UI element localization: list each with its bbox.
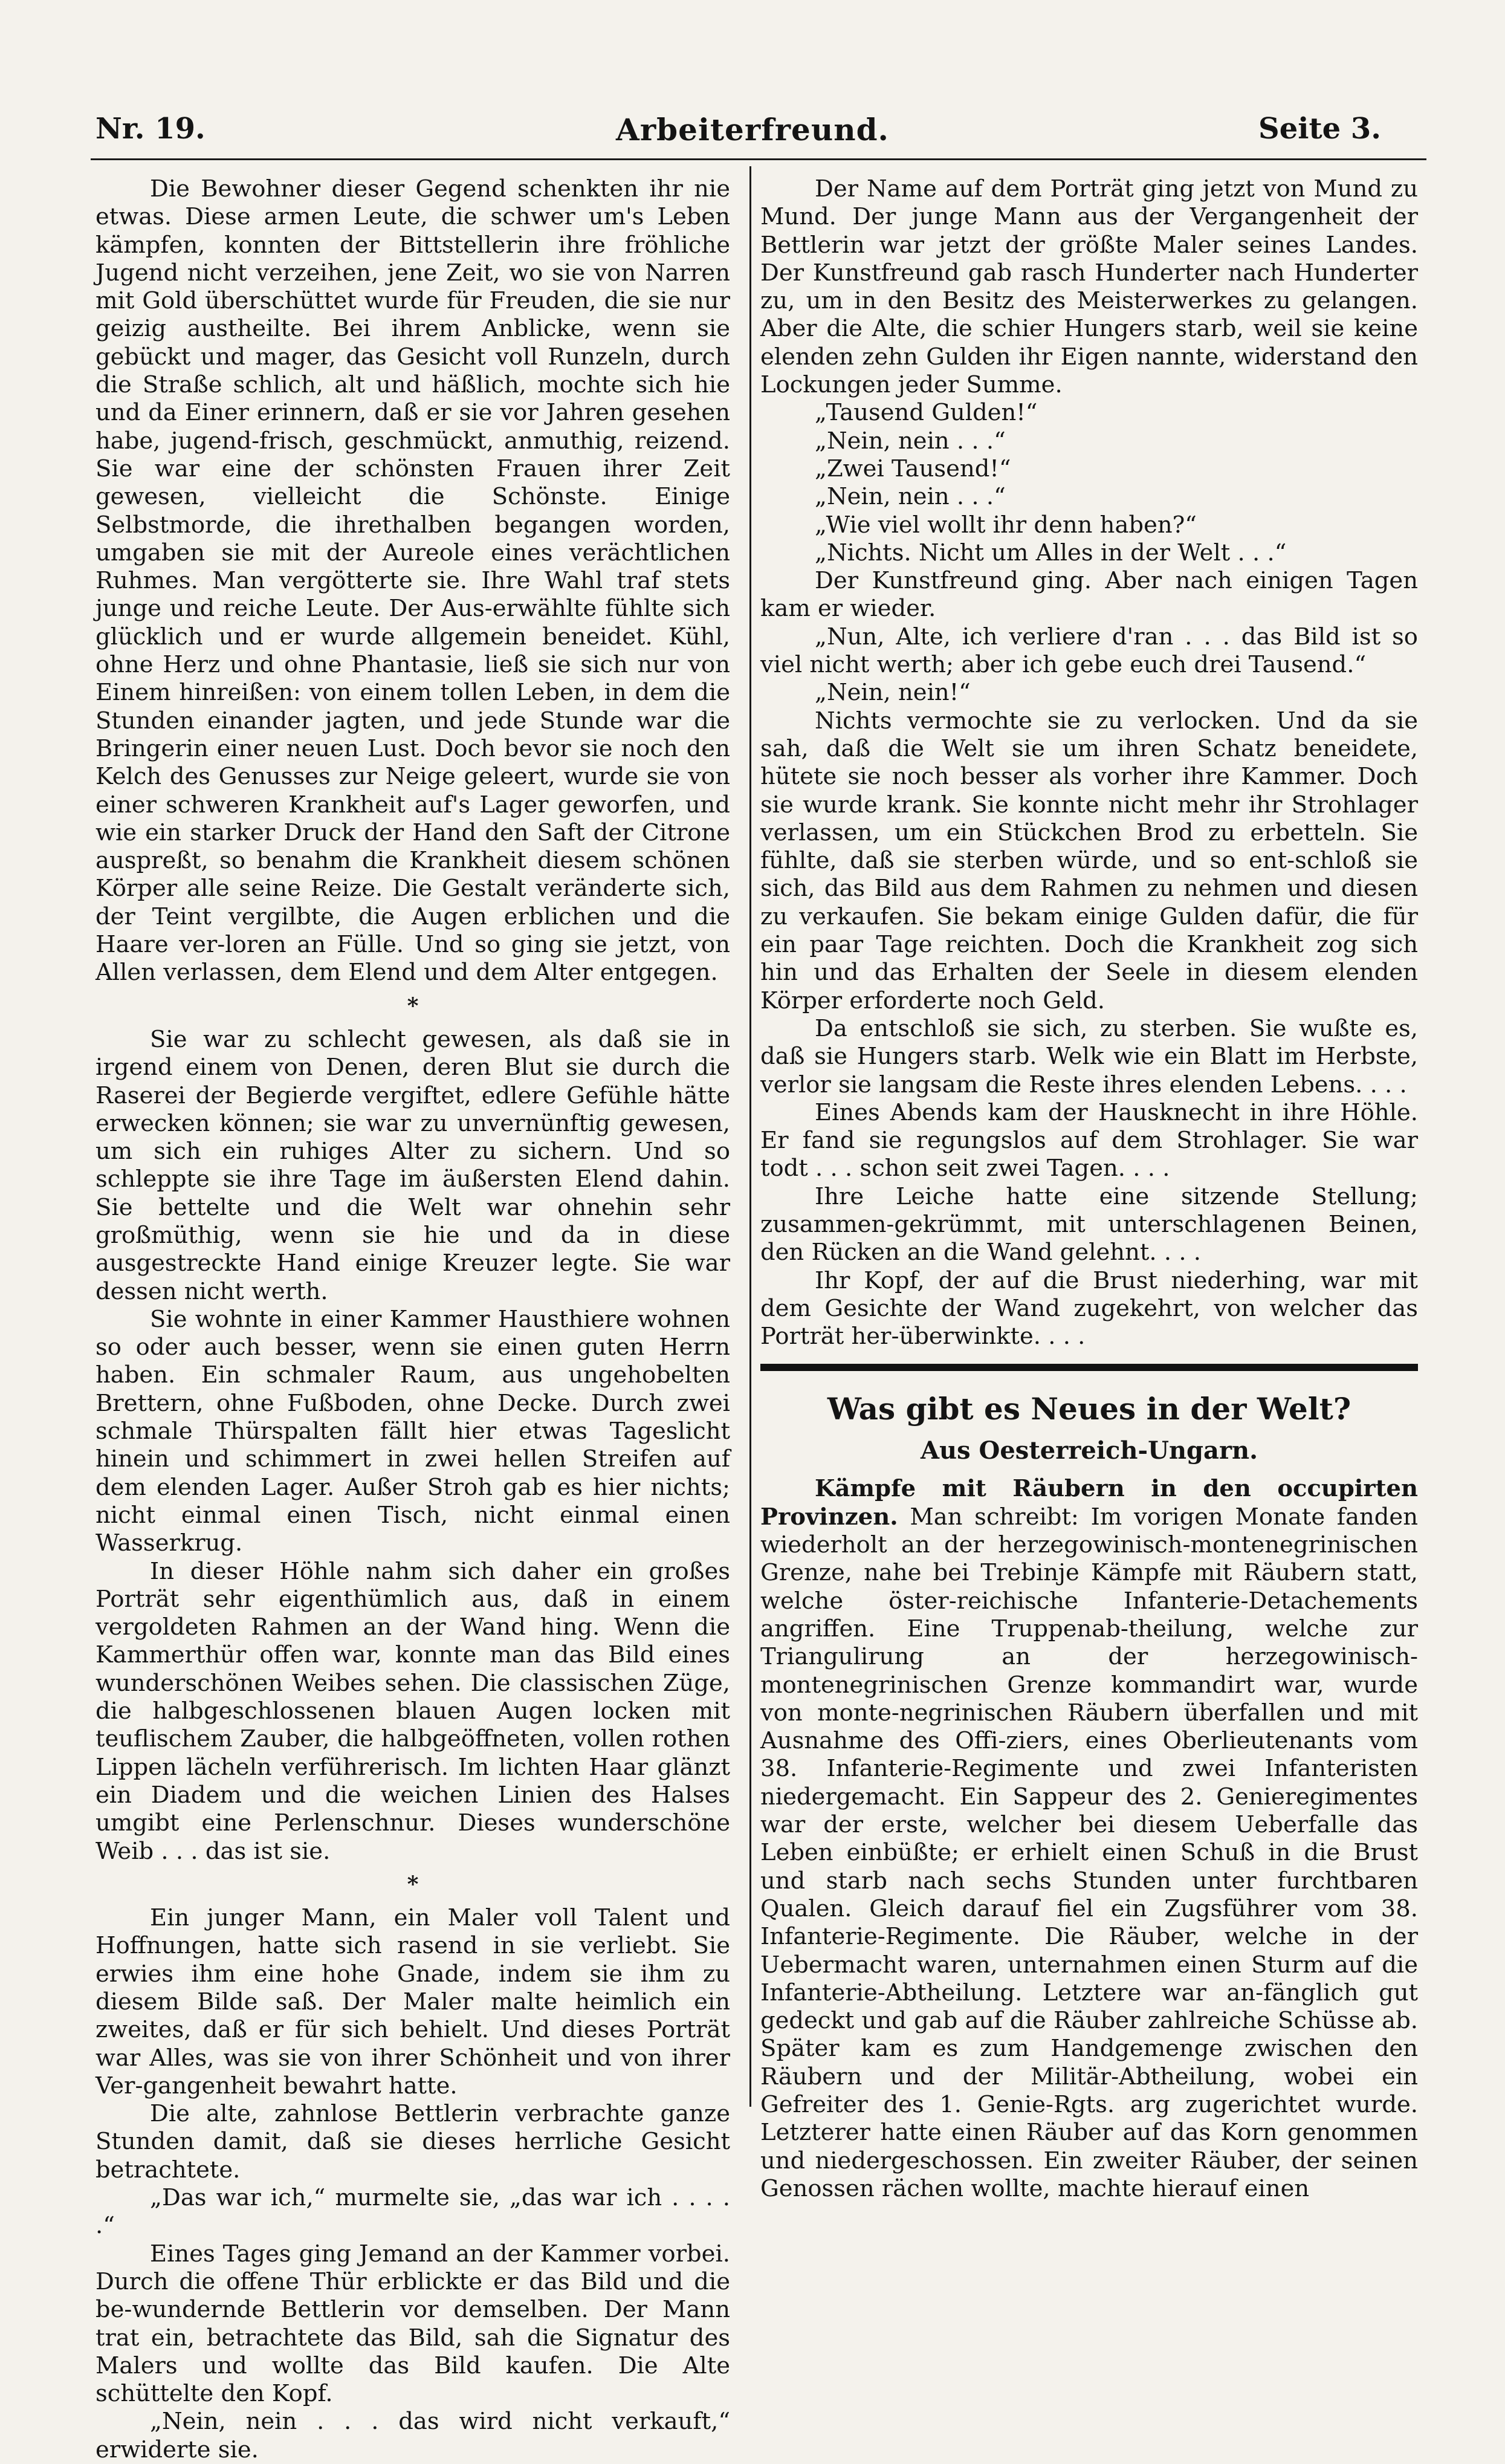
article-lead: Kämpfe mit Räubern in den occupirten Provinzen.	[760, 1475, 1418, 1531]
section-rule	[760, 1364, 1418, 1371]
issue-number: Nr. 19.	[95, 112, 206, 146]
paragraph: In dieser Höhle nahm sich daher ein großes Porträt sehr eigenthümlich aus, daß in einem vergoldeten Rahmen an der Wand hing. Wenn die Kammerthür offen war, konnte man das Bild eines wunderschönen Weibes sehen. Die classischen Züge, die halbgeschlossenen blauen Augen locken mit teuflischem Zauber, die halbgeöffneten, vollen rothen Lippen lächeln verführerisch. Im lichten Haar glänzt ein Diadem und die weichen Linien des Halses umgibt eine Perlenschnur. Dieses wunderschöne Weib . . . das ist sie.	[95, 1557, 730, 1865]
dialogue-line: „Wie viel wollt ihr denn haben?“	[815, 511, 1197, 539]
dialogue-line: „Nein, nein . . .“	[815, 483, 1006, 511]
paragraph: Eines Tages ging Jemand an der Kammer vorbei. Durch die offene Thür erblickte er das Bild und die be-wundernde Bettlerin vor demselben. Der Mann trat ein, betrachtete das Bild, sah die Signatur des Malers und wollte das Bild kaufen. Die Alte schüttelte den Kopf.	[95, 2240, 730, 2408]
newspaper-title: Arbeiterfreund.	[616, 112, 889, 148]
dialogue-line: „Nein, nein . . .“	[815, 427, 1006, 455]
paragraph: Die Bewohner dieser Gegend schenkten ihr nie etwas. Diese armen Leute, die schwer um's Leben kämpfen, konnten der Bittstellerin ihre fröhliche Jugend nicht verzeihen, jene Zeit, wo sie von Narren mit Gold überschüttet wurde für Freuden, die sie nur geizig austheilte. Bei ihrem Anblicke, wenn sie gebückt und mager, das Gesicht voll Runzeln, durch die Straße schlich, alt und häßlich, mochte sich hie und da Einer erinnern, daß er sie vor Jahren gesehen habe, jugend-frisch, geschmückt, anmuthig, reizend. Sie war eine der schönsten Frauen ihrer Zeit gewesen, vielleicht die Schönste. Einige Selbstmorde, die ihrethalben begangen worden, umgaben sie mit der Aureole eines verächtlichen Ruhmes. Man vergötterte sie. Ihre Wahl traf stets junge und reiche Leute. Der Aus-erwählte fühlte sich glücklich und er wurde allgemein beneidet. Kühl, ohne Herz und ohne Phantasie, ließ sie sich nur von Einem hinreißen: von einem tollen Leben, in dem die Stunden einander jagten, und jede Stunde war die Bringerin einer neuen Lust. Doch bevor sie noch den Kelch des Genusses zur Neige geleert, wurde sie von einer schweren Krankheit auf's Lager geworfen, und wie ein starker Druck der Hand den Saft der Citrone auspreßt, so benahm die Krankheit diesem schönen Körper alle seine Reize. Die Gestalt veränderte sich, der Teint vergilbte, die Augen erblichen und die Haare ver-loren an Fülle. Und so ging sie jetzt, von Allen verlassen, dem Elend und dem Alter entgegen.	[95, 175, 730, 987]
paragraph: Der Name auf dem Porträt ging jetzt von Mund zu Mund. Der junge Mann aus der Vergangenheit der Bettlerin war jetzt der größte Maler seines Landes. Der Kunstfreund gab rasch Hunderter nach Hunderter zu, um in den Besitz des Meisterwerkes zu gelangen. Aber die Alte, die schier Hungers starb, weil sie keine elenden zehn Gulden ihr Eigen nannte, widerstand den Lockungen jeder Summe.	[760, 175, 1418, 399]
news-subheading: Aus Oesterreich-Ungarn.	[920, 1436, 1258, 1465]
paragraph: Ein junger Mann, ein Maler voll Talent und Hoffnungen, hatte sich rasend in sie verliebt. Sie erwies ihm eine hohe Gnade, indem sie ihm zu diesem Bilde saß. Der Maler malte heimlich ein zweites, daß er für sich behielt. Und dieses Porträt war Alles, was sie von ihrer Schönheit und von ihrer Ver-gangenheit bewahrt hatte.	[95, 1904, 730, 2099]
paragraph: Ihr Kopf, der auf die Brust niederhing, war mit dem Gesichte der Wand zugekehrt, von welcher das Porträt her-überwinkte. . . .	[760, 1266, 1418, 1350]
dialogue-line: „Nein, nein!“	[815, 679, 971, 707]
paragraph: Sie wohnte in einer Kammer Hausthiere wohnen so oder auch besser, wenn sie einen guten Herrn haben. Ein schmaler Raum, aus ungehobelten Brettern, ohne Fußboden, ohne Decke. Durch zwei schmale Thürspalten fällt hier etwas Tageslicht hinein und schimmert in zwei hellen Streifen auf dem elenden Lager. Außer Stroh gab es hier nichts; nicht einmal einen Tisch, nicht einmal einen Wasserkrug.	[95, 1305, 730, 1557]
paragraph: Da entschloß sie sich, zu sterben. Sie wußte es, daß sie Hungers starb. Welk wie ein Blatt im Herbste, verlor sie langsam die Reste ihres elenden Lebens. . . .	[760, 1014, 1418, 1098]
paragraph: Der Kunstfreund ging. Aber nach einigen Tagen kam er wieder.	[760, 567, 1418, 623]
right-column	[760, 175, 1418, 2203]
paragraph: „Nein, nein . . . das wird nicht verkauft,“ erwiderte sie.	[95, 2408, 730, 2463]
left-column	[95, 175, 730, 2464]
paragraph: Nichts vermochte sie zu verlocken. Und da sie sah, daß die Welt sie um ihren Schatz beneidete, hütete sie noch besser als vorher ihre Kammer. Doch sie wurde krank. Sie konnte nicht mehr ihr Strohlager verlassen, um ein Stückchen Brod zu erbetteln. Sie fühlte, daß sie sterben würde, und so ent-schloß sie sich, das Bild aus dem Rahmen zu nehmen und diesen zu verkaufen. Sie bekam einige Gulden dafür, die für ein paar Tage reichten. Doch die Krankheit zog sich hin und das Erhalten der Seele in diesem elenden Körper erforderte noch Geld.	[760, 707, 1418, 1014]
paragraph: Sie war zu schlecht gewesen, als daß sie in irgend einem von Denen, deren Blut sie durch die Raserei der Begierde vergiftet, edlere Gefühle hätte erwecken können; sie war zu unvernünftig gewesen, um sich ein ruhiges Alter zu sichern. Und so schleppte sie ihre Tage im äußersten Elend dahin. Sie bettelte und die Welt war ohnehin sehr großmüthig, wenn sie hie und da in diese ausgestreckte Hand einige Kreuzer legte. Sie war dessen nicht werth.	[95, 1025, 730, 1305]
dialogue-line: „Tausend Gulden!“	[815, 399, 1038, 427]
section-separator-star: *	[407, 993, 419, 1019]
page-number: Seite 3.	[1258, 112, 1381, 146]
news-section-heading: Was gibt es Neues in der Welt?	[827, 1391, 1351, 1427]
dialogue-line: „Nichts. Nicht um Alles in der Welt . . .“	[815, 539, 1287, 566]
paragraph: Eines Abends kam der Hausknecht in ihre Höhle. Er fand sie regungslos auf dem Strohlager. Sie war todt . . . schon seit zwei Tagen. . . .	[760, 1098, 1418, 1182]
header-rule	[91, 158, 1426, 160]
article-body: Man schreibt: Im vorigen Monate fanden wiederholt an der herzegowinisch-montenegrinischen Grenze, nahe bei Trebinje Kämpfe mit Räubern statt, welche öster-reichische Infanterie-Detachements angriffen. Eine Truppenab-theilung, welche zur Triangulirung an der herzegowinisch-montenegrinischen Grenze kommandirt war, wurde von monte-negrinischen Räubern überfallen und mit Ausnahme des Offi-ziers, eines Oberlieutenants vom 38. Infanterie-Regimente und zwei Infanteristen niedergemacht. Ein Sappeur des 2. Genieregimentes war der erste, welcher bei diesem Ueberfalle das Leben einbüßte; er erhielt einen Schuß in die Brust und starb nach sechs Stunden unter furchtbaren Qualen. Gleich darauf fiel ein Zugsführer vom 38. Infanterie-Regimente. Die Räuber, welche in der Uebermacht waren, unternahmen einen Sturm auf die Infanterie-Abtheilung. Letztere war an-fänglich gut gedeckt und gab auf die Räuber zahlreiche Schüsse ab. Später kam es zum Handgemenge zwischen den Räubern und der Militär-Abtheilung, wobei ein Gefreiter des 1. Genie-Rgts. arg zugerichtet wurde. Letzterer hatte einen Räuber auf das Korn genommen und niedergeschossen. Ein zweiter Räuber, der seinen Genossen rächen wollte, machte hierauf einen	[760, 1503, 1418, 2202]
dialogue-line: „Nun, Alte, ich verliere d'ran . . . das Bild ist so viel nicht werth; aber ich gebe euch drei Tausend.“	[760, 623, 1418, 679]
paragraph: Die alte, zahnlose Bettlerin verbrachte ganze Stunden damit, daß sie dieses herrliche Gesicht betrachtete.	[95, 2100, 730, 2184]
paragraph: „Das war ich,“ murmelte sie, „das war ich . . . . .“	[95, 2184, 730, 2240]
column-divider	[749, 166, 751, 2107]
paragraph: Ihre Leiche hatte eine sitzende Stellung; zusammen-gekrümmt, mit unterschlagenen Beinen, den Rücken an die Wand gelehnt. . . .	[760, 1182, 1418, 1266]
section-separator-star: *	[407, 1871, 419, 1897]
news-article	[760, 1475, 1418, 2203]
dialogue-line: „Zwei Tausend!“	[815, 455, 1011, 482]
